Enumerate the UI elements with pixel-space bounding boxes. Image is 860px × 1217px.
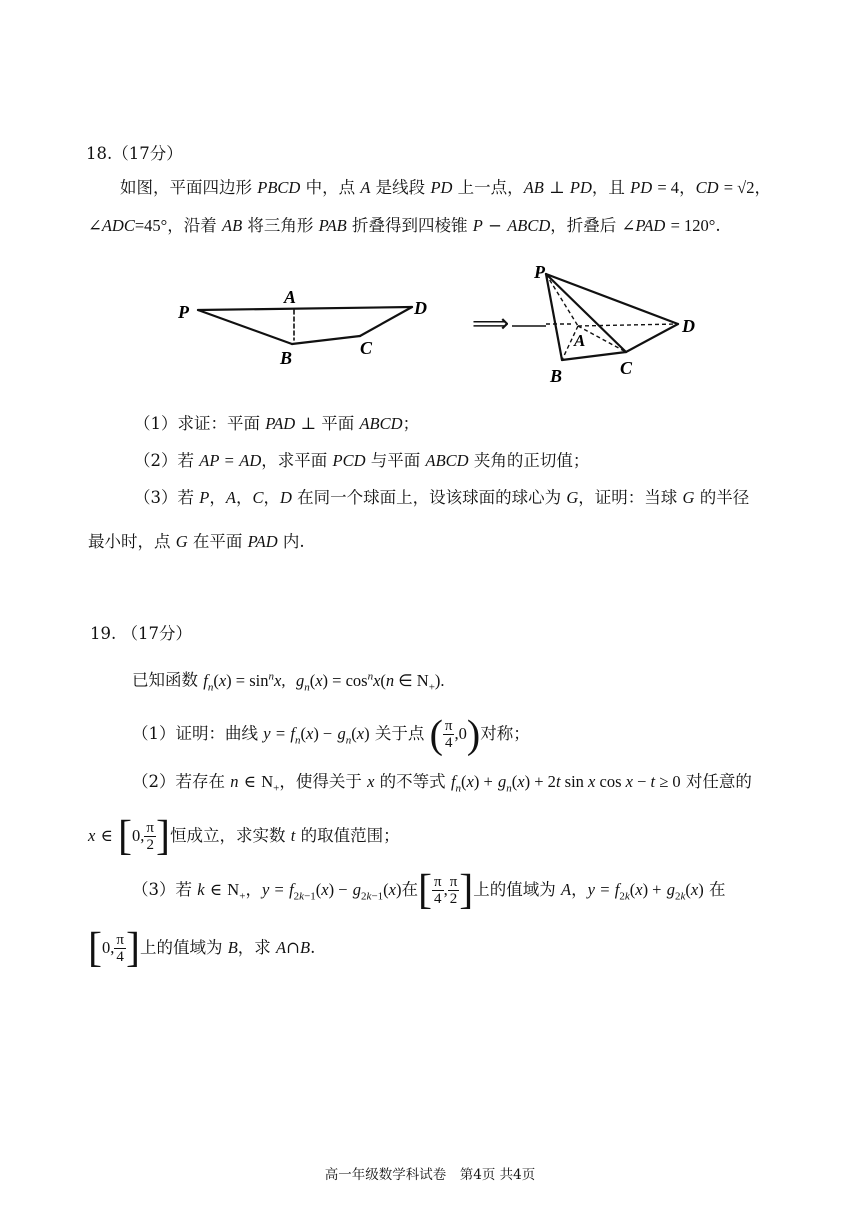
q19-part-3-line-2: [0, $\frac{\pi}{4}$ ]上的值域为 B，求 A∩B. (88, 925, 316, 972)
q18-part-3-line-2: 最小时，点 G 在平面 PAD 内. (88, 532, 305, 551)
right-label-C: C (620, 358, 633, 378)
q19-part-3-line-1: （3）若 k ∈ $N_+$，$y = f_{2k-1}(x) - g_{2k-1}(x)$在[ $\frac{\pi}{4}$ , $\frac{\pi}{2}$ ]上的值域为 A，$y = f_{2k}(x) + g_{2k}(x)$ 在 (132, 867, 726, 914)
page-footer: 高一年级数学科试卷 第4页 共4页 (324, 1167, 536, 1183)
right-label-A: A (574, 331, 586, 350)
figure-pyramid (528, 262, 718, 392)
q19-intro: 已知函数 $f_n(x) = \sin^nx$, $g_n(x) = \cos^nx(n$ ∈ $N_+$). (132, 670, 445, 693)
left-label-B: B (280, 348, 293, 368)
q18-intro-line-2: ∠ADC=45°，沿着 AB 将三角形 PAB 折叠得到四棱锥 P − ABCD，折叠后 ∠PAD = 120°. (88, 216, 721, 235)
q18-part-1: （1）求证：平面 PAD ⊥ 平面 ABCD； (134, 414, 420, 433)
left-label-C: C (360, 338, 373, 358)
figure-planar-quadrilateral (170, 284, 450, 374)
q18-part-2: （2）若 AP = AD，求平面 PCD 与平面 ABCD 夹角的正切值； (134, 451, 590, 470)
right-label-P: P (534, 262, 545, 282)
left-label-D: D (414, 298, 427, 318)
q18-header: 18.（17分） (86, 144, 183, 163)
right-label-B: B (550, 366, 563, 386)
q19-part-2-line-1: （2）若存在 n ∈ $N_+$，使得关于 x 的不等式 $f_n(x) + g_n(x) + 2t$ sin x cos x − t ≥ 0 对任意的 (132, 772, 752, 795)
fold-arrow: ⟹ (472, 309, 510, 339)
q19-part-1: （1）证明：曲线 $y = f_n(x) - g_n(x)$ 关于点 ( $\frac{\pi}{4}$ ,0)对称； (132, 711, 530, 757)
q19-header: 19. （17分） (90, 624, 192, 643)
left-label-A: A (284, 287, 297, 307)
q18-intro-line-1: 如图，平面四边形 PBCD 中，点 A 是线段 PD 上一点，AB ⊥ PD，且 PD = 4，CD = √2， (120, 178, 771, 197)
left-label-P: P (178, 302, 189, 322)
right-label-D: D (682, 316, 695, 336)
q18-part-3-line-1: （3）若 P，A，C，D 在同一个球面上，设该球面的球心为 G，证明：当球 G 的半径 (134, 488, 750, 507)
q19-part-2-line-2: x ∈ [0, $\frac{\pi}{2}$ ]恒成立，求实数 t 的取值范围； (88, 813, 400, 860)
